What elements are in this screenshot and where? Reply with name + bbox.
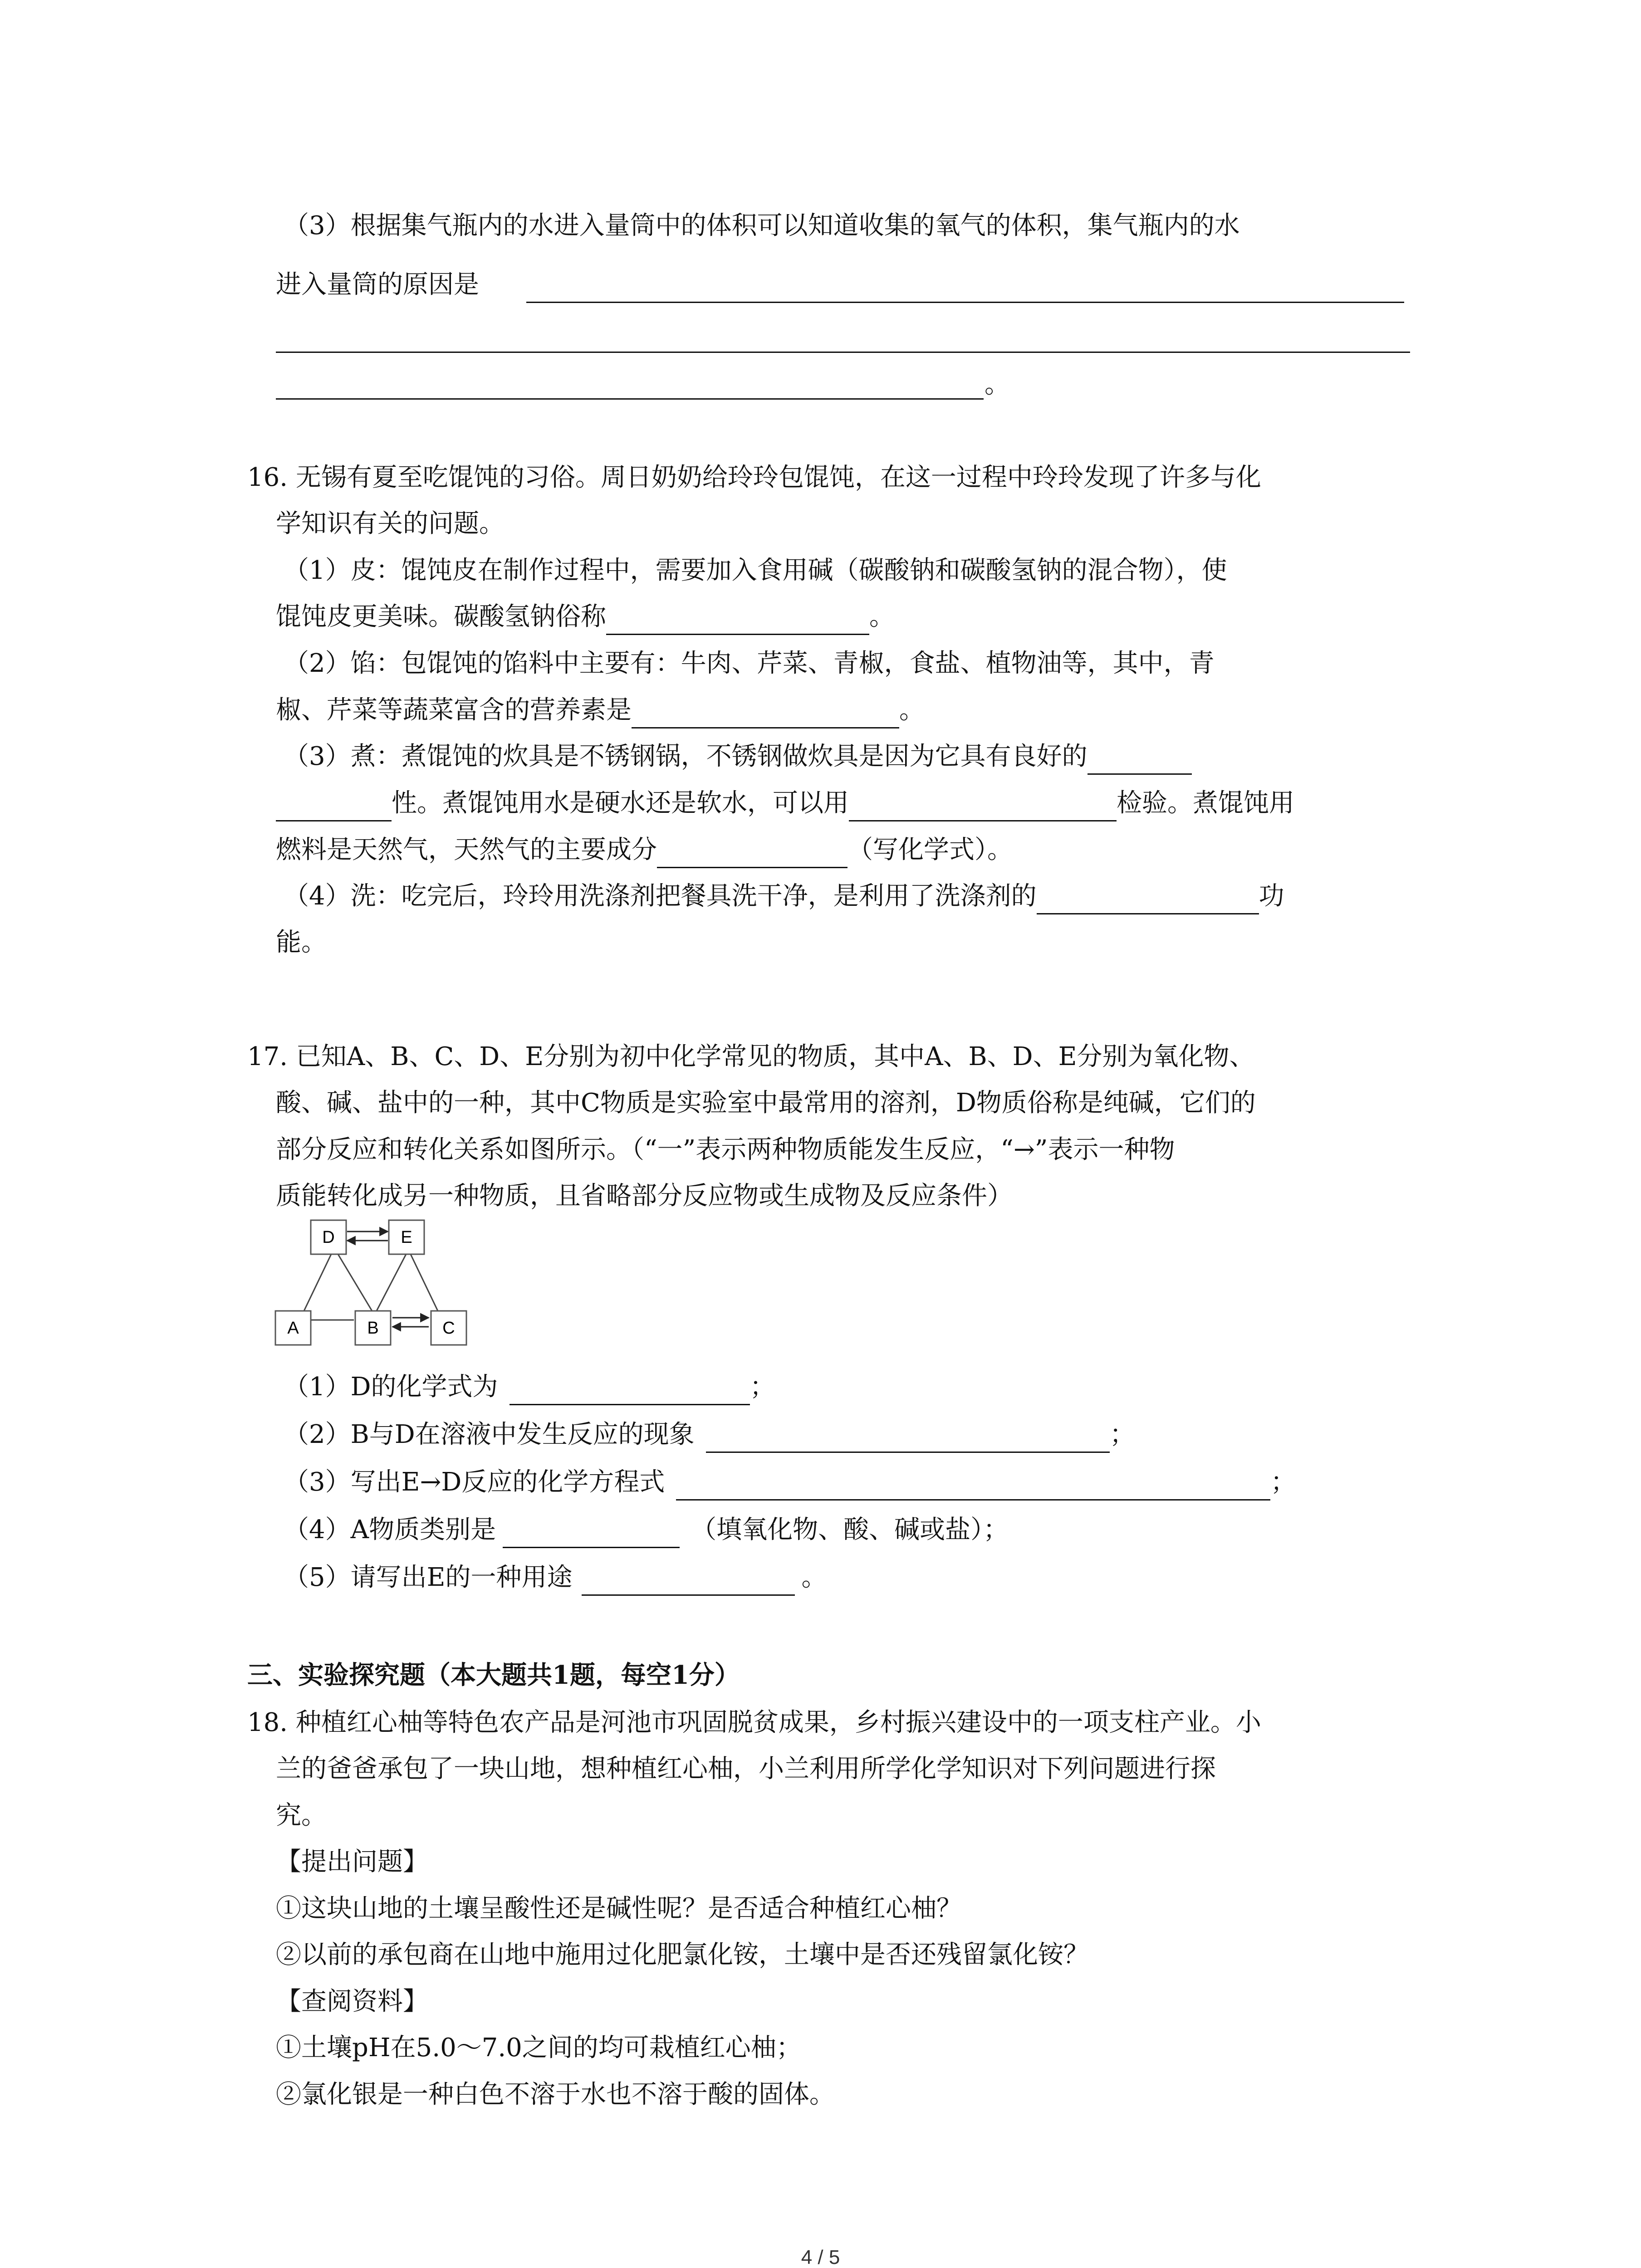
q17-sub4 bbox=[284, 1512, 1009, 1548]
q17-sub2 bbox=[284, 1417, 1135, 1453]
q16-line8-text: 性。煮馄饨用水是硬水还是软水，可以用 bbox=[392, 788, 849, 818]
answer-blank[interactable] bbox=[657, 838, 847, 868]
q17-sub5-end: 。 bbox=[801, 1563, 827, 1592]
q15-part3-line1: （3）根据集气瓶内的水进入量筒中的体积可以知道收集的氧气的体积，集气瓶内的水 bbox=[284, 211, 1240, 240]
q17-sub3-text: （3）写出E→D反应的化学方程式 bbox=[284, 1467, 665, 1497]
reaction-line-e-c bbox=[411, 1254, 438, 1311]
node-b bbox=[355, 1311, 391, 1345]
q17-line3: 部分反应和转化关系如图所示。（“一”表示两种物质能发生反应，“→”表示一种物 bbox=[276, 1135, 1175, 1164]
q16-line4-text: 馄饨皮更美味。碳酸氢钠俗称 bbox=[276, 602, 606, 631]
answer-blank[interactable] bbox=[1087, 744, 1192, 775]
q18-line3: 究。 bbox=[276, 1801, 327, 1830]
node-c bbox=[431, 1311, 466, 1345]
q17-sub2-end: ； bbox=[1109, 1420, 1135, 1449]
q16-line1: 16. 无锡有夏至吃馄饨的习俗。周日奶奶给玲玲包馄饨，在这一过程中玲玲发现了许多与化 bbox=[247, 463, 1261, 492]
q16-line8-end: 检验。煮馄饨用 bbox=[1117, 788, 1294, 818]
reaction-line-d-b bbox=[338, 1254, 372, 1311]
q17-sub5 bbox=[284, 1559, 827, 1596]
answer-blank[interactable] bbox=[582, 1565, 795, 1596]
q17-line4: 质能转化成另一种物质，且省略部分反应物或生成物及反应条件） bbox=[276, 1181, 1013, 1211]
q16-line2: 学知识有关的问题。 bbox=[276, 509, 505, 538]
q16-line6 bbox=[276, 692, 925, 728]
node-a-label: A bbox=[287, 1319, 299, 1338]
answer-blank[interactable] bbox=[276, 791, 392, 821]
reference-item-2: ②氯化银是一种白色不溶于水也不溶于酸的固体。 bbox=[276, 2080, 835, 2109]
q17-sub5-text: （5）请写出E的一种用途 bbox=[284, 1563, 573, 1592]
answer-blank[interactable] bbox=[276, 352, 1410, 353]
reaction-diagram bbox=[274, 1218, 501, 1354]
answer-blank[interactable] bbox=[526, 302, 1404, 303]
answer-blank[interactable] bbox=[1037, 884, 1259, 914]
node-e-label: E bbox=[401, 1228, 412, 1247]
node-e bbox=[389, 1220, 424, 1254]
node-d-label: D bbox=[322, 1228, 335, 1247]
q16-line4 bbox=[276, 599, 895, 635]
q16-line10-text: （4）洗：吃完后，玲玲用洗涤剂把餐具洗干净，是利用了洗涤剂的 bbox=[284, 881, 1037, 911]
q16-line10 bbox=[284, 878, 1284, 914]
tag-reference: 【查阅资料】 bbox=[276, 1987, 428, 2016]
node-a bbox=[275, 1311, 311, 1345]
question-item-1: ①这块山地的土壤呈酸性还是碱性呢？是否适合种植红心柚？ bbox=[276, 1894, 962, 1923]
q17-line2: 酸、碱、盐中的一种，其中C物质是实验室中最常用的溶剂，D物质俗称是纯碱，它们的 bbox=[276, 1088, 1256, 1118]
q16-line9-text: 燃料是天然气，天然气的主要成分 bbox=[276, 835, 657, 865]
node-c-label: C bbox=[442, 1319, 455, 1338]
q15-part3-line2: 进入量筒的原因是 bbox=[276, 270, 479, 299]
q16-line6-text: 椒、芹菜等蔬菜富含的营养素是 bbox=[276, 695, 632, 725]
q17-sub2-text: （2）B与D在溶液中发生反应的现象 bbox=[284, 1420, 695, 1449]
q15-end-mark: 。 bbox=[985, 370, 1010, 399]
question-item-2: ②以前的承包商在山地中施用过化肥氯化铵，土壤中是否还残留氯化铵？ bbox=[276, 1940, 1089, 1970]
q16-line7-text: （3）煮：煮馄饨的炊具是不锈钢锅，不锈钢做炊具是因为它具有良好的 bbox=[284, 742, 1087, 771]
q17-sub3 bbox=[284, 1464, 1296, 1501]
section-heading: 三、实验探究题（本大题共1题，每空1分） bbox=[247, 1660, 740, 1690]
q16-line4-end: 。 bbox=[869, 602, 895, 631]
answer-blank[interactable] bbox=[706, 1422, 1110, 1453]
answer-blank[interactable] bbox=[606, 605, 869, 635]
reaction-line-e-b bbox=[377, 1254, 406, 1311]
q16-line8 bbox=[276, 785, 1294, 821]
q17-sub4-text: （4）A物质类别是 bbox=[284, 1515, 496, 1545]
reaction-line-a-d bbox=[304, 1254, 331, 1311]
page-number: 4 / 5 bbox=[801, 2246, 840, 2268]
q16-line3: （1）皮：馄饨皮在制作过程中，需要加入食用碱（碳酸钠和碳酸氢钠的混合物），使 bbox=[284, 556, 1227, 585]
answer-blank[interactable] bbox=[849, 791, 1117, 821]
q17-sub4-end: （填氧化物、酸、碱或盐）； bbox=[691, 1515, 1009, 1545]
answer-blank[interactable] bbox=[676, 1470, 1270, 1501]
q17-sub1-text: （1）D的化学式为 bbox=[284, 1372, 498, 1402]
q17-line1: 17. 已知A、B、C、D、E分别为初中化学常见的物质，其中A、B、D、E分别为氧化物、 bbox=[247, 1042, 1255, 1071]
answer-blank[interactable] bbox=[509, 1375, 750, 1405]
q18-line1: 18. 种植红心柚等特色农产品是河池市巩固脱贫成果，乡村振兴建设中的一项支柱产业。小 bbox=[247, 1708, 1261, 1737]
answer-blank[interactable] bbox=[632, 698, 899, 728]
q16-line10-end: 功 bbox=[1259, 881, 1284, 911]
node-d bbox=[311, 1220, 346, 1254]
q16-line11: 能。 bbox=[276, 928, 327, 957]
answer-blank[interactable] bbox=[276, 398, 984, 400]
q18-line2: 兰的爸爸承包了一块山地，想种植红心柚，小兰利用所学化学知识对下列问题进行探 bbox=[276, 1754, 1216, 1784]
q16-line5: （2）馅：包馄饨的馅料中主要有：牛肉、芹菜、青椒，食盐、植物油等，其中，青 bbox=[284, 649, 1215, 678]
answer-blank[interactable] bbox=[503, 1518, 680, 1548]
q16-line6-end: 。 bbox=[899, 695, 925, 725]
reference-item-1: ①土壤pH在5.0～7.0之间的均可栽植红心柚； bbox=[276, 2033, 802, 2063]
q16-line7 bbox=[284, 738, 1192, 775]
tag-question: 【提出问题】 bbox=[276, 1847, 428, 1877]
q17-sub1-end: ； bbox=[749, 1372, 775, 1402]
q16-line9-end: （写化学式）。 bbox=[847, 835, 1013, 865]
q17-sub1 bbox=[284, 1369, 775, 1405]
node-b-label: B bbox=[367, 1319, 379, 1338]
q17-sub3-end: ； bbox=[1270, 1467, 1296, 1497]
q16-line9 bbox=[276, 832, 1013, 868]
